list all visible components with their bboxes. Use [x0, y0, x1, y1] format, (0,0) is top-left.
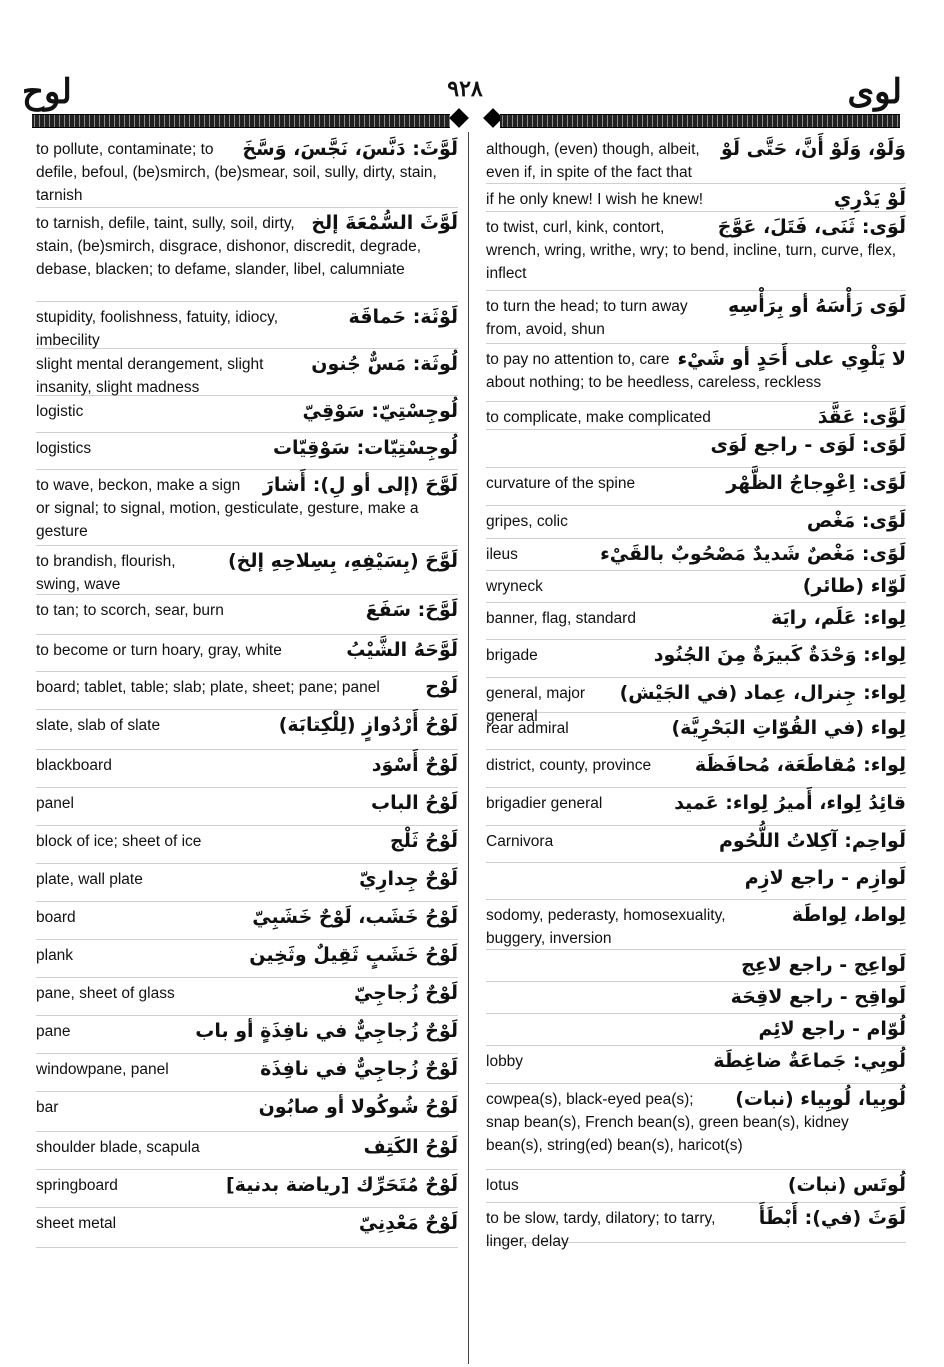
dictionary-entry — [486, 468, 906, 506]
dictionary-entry — [36, 788, 458, 826]
arabic-headword: لَوْحٌ جِدارِيّ — [359, 868, 458, 890]
arabic-headword: لَوَّثَ: دَنَّسَ، نَجَّسَ، وَسَّخَ — [242, 138, 458, 160]
dictionary-entry — [486, 863, 906, 900]
english-definition: block of ice; sheet of ice — [36, 833, 202, 850]
arabic-headword: لَوّاء (طائر) — [802, 575, 906, 597]
english-definition: slate, slab of slate — [36, 717, 161, 734]
arabic-headword: قائِدُ لِواء، أَميرُ لِواء: عَميد — [674, 792, 906, 814]
arabic-headword: لَوْحُ شُوكُولا أو صابُون — [258, 1096, 458, 1118]
arabic-headword: وَلَوْ، وَلَوْ أَنَّ، حَتَّى لَوْ — [720, 138, 906, 160]
dictionary-entry — [36, 470, 458, 546]
dictionary-entry — [486, 1084, 906, 1170]
english-definition: logistic — [36, 403, 84, 420]
arabic-headword: لَوَثَ (في): أَبْطَأَ — [758, 1207, 906, 1229]
dictionary-entry — [486, 788, 906, 826]
english-definition: to become or turn hoary, gray, white — [36, 642, 282, 659]
arabic-headword: لُوّام - راجع لائِم — [758, 1018, 906, 1040]
english-definition: lobby — [486, 1053, 524, 1070]
arabic-headword: لِواء: مُقاطَعَة، مُحافَظَة — [694, 754, 906, 776]
english-definition: pane, sheet of glass — [36, 985, 175, 1002]
english-definition: to wave, beckon, make a sign or signal; to signal, motion, gesticulate, gesture, make a gesture — [36, 477, 419, 540]
english-definition: to be slow, tardy, dilatory; to tarry, linger, delay — [486, 1210, 716, 1250]
arabic-headword: لَوازِم - راجع لازِم — [744, 867, 906, 889]
dictionary-entry — [36, 349, 458, 396]
dictionary-entry — [36, 864, 458, 902]
english-definition: sheet metal — [36, 1215, 117, 1232]
dictionary-entry — [36, 672, 458, 710]
dictionary-entry — [486, 134, 906, 184]
dictionary-entry — [486, 1014, 906, 1046]
english-definition: board — [36, 909, 76, 926]
arabic-headword: لُوبِي: جَماعَةٌ ضاغِطَة — [713, 1050, 906, 1072]
english-definition: banner, flag, standard — [486, 610, 636, 627]
arabic-headword: لِواط، لِواطَة — [791, 904, 906, 926]
arabic-headword: لَوْحٌ مَعْدِنِيّ — [358, 1212, 458, 1234]
dictionary-entry — [36, 595, 458, 635]
dictionary-entry — [486, 539, 906, 571]
dictionary-entry — [486, 1203, 906, 1250]
dictionary-entry — [36, 134, 458, 208]
arabic-headword: لَوَّحَ (إلى أو لِ): أَشارَ — [262, 474, 458, 496]
dictionary-entry — [36, 1016, 458, 1054]
arabic-headword: لَوْحٌ أَسْوَد — [371, 754, 458, 776]
english-definition: sodomy, pederasty, homosexuality, buggery, inversion — [486, 907, 726, 947]
arabic-headword: لَوْحُ ثَلْج — [390, 830, 458, 852]
english-definition: to tan; to scorch, sear, burn — [36, 602, 224, 619]
english-definition: board; tablet, table; slab; plate, sheet; pane; panel — [36, 679, 380, 696]
arabic-headword: لَوَّحَ (بِسَيْفِهِ، بِسِلاحِهِ إلخ) — [227, 550, 458, 572]
left-headword: لوح — [22, 72, 72, 112]
dictionary-entry — [36, 750, 458, 788]
arabic-headword: لُوتَس (نبات) — [787, 1174, 906, 1196]
arabic-headword: لُوبِيا، لُوبِياء (نبات) — [735, 1088, 906, 1110]
dictionary-entry — [36, 1132, 458, 1170]
english-definition: slight mental derangement, slight insanity, slight madness — [36, 356, 264, 396]
dictionary-entry — [486, 603, 906, 640]
english-definition: to pollute, contaminate; to defile, befoul, (be)smirch, (be)smear, soil, sully, dirty, stain, tarnish — [36, 141, 437, 204]
dictionary-entry — [486, 750, 906, 788]
arabic-headword: لِواء (في القُوّاتِ البَحْرِيَّة) — [671, 717, 906, 739]
arabic-headword: لَوَّحَهُ الشَّيْبُ — [346, 639, 458, 661]
english-definition: plank — [36, 947, 74, 964]
dictionary-entry — [486, 184, 906, 212]
arabic-headword: لَوْحُ خَشَب، لَوْحٌ خَشَبِيّ — [252, 906, 458, 928]
header-rule-left — [32, 114, 450, 128]
dictionary-entry — [36, 1208, 458, 1248]
dictionary-entry — [486, 678, 906, 725]
english-definition: gripes, colic — [486, 513, 568, 530]
english-definition: wryneck — [486, 578, 543, 595]
arabic-headword: لَوَى: ثَنَى، فَتَلَ، عَوَّجَ — [717, 216, 906, 238]
english-definition: Carnivora — [486, 833, 554, 850]
english-definition: cowpea(s), black-eyed pea(s); snap bean(s), French bean(s), green bean(s), kidney bean(s), string(ed) bean(s), haricot(s) — [486, 1091, 849, 1154]
arabic-headword: لَوْحٌ زُجاجِيٌّ في نافِذَةٍ أو باب — [195, 1020, 458, 1042]
dictionary-entry — [486, 212, 906, 291]
dictionary-entry — [36, 1092, 458, 1132]
right-column — [486, 134, 906, 1250]
english-definition: to pay no attention to, care about nothing; to be heedless, careless, reckless — [486, 351, 822, 391]
arabic-headword: لَوًى: اِعْوِجاجُ الظَّهْر — [726, 472, 906, 494]
arabic-headword: لا يَلْوِي على أَحَدٍ أو شَيْء — [677, 348, 906, 370]
right-headword: لوى — [847, 72, 902, 112]
english-definition: rear admiral — [486, 720, 569, 737]
arabic-headword: لَوَّى: عَقَّدَ — [817, 406, 906, 428]
arabic-headword: لَوَّثَ السُّمْعَةَ إلخ — [311, 212, 458, 234]
arabic-headword: لِواء: وَحْدَةٌ كَبيرَةٌ مِنَ الجُنُود — [653, 644, 906, 666]
english-definition: logistics — [36, 440, 92, 457]
dictionary-entry — [36, 1170, 458, 1208]
english-definition: to complicate, make complicated — [486, 409, 711, 426]
dictionary-entry — [486, 571, 906, 603]
english-definition: plate, wall plate — [36, 871, 143, 888]
arabic-headword: لَوْحٌ زُجاجِيّ — [353, 982, 458, 1004]
english-definition: ileus — [486, 546, 518, 563]
dictionary-entry — [36, 546, 458, 595]
arabic-headword: لَواعِج - راجع لاعِج — [741, 954, 906, 976]
arabic-headword: لَوًى: مَغْصٌ شَديدٌ مَصْحُوبٌ بالقَيْء — [600, 543, 906, 565]
column-divider — [468, 132, 469, 1364]
english-definition: although, (even) though, albeit, even if, in spite of the fact that — [486, 141, 700, 181]
arabic-headword: لُوثَة: مَسٌّ جُنون — [311, 353, 458, 375]
arabic-headword: لَوْ يَدْرِي — [833, 188, 906, 210]
arabic-headword: لِواء: جِنرال، عِماد (في الجَيْش) — [619, 682, 906, 704]
english-definition: to brandish, flourish, swing, wave — [36, 553, 176, 593]
dictionary-entry — [486, 713, 906, 750]
english-definition: curvature of the spine — [486, 475, 636, 492]
english-definition: general, major general — [486, 685, 586, 725]
dictionary-entry — [486, 982, 906, 1014]
dictionary-entry — [486, 640, 906, 678]
dictionary-entry — [36, 1054, 458, 1092]
dictionary-entry — [36, 208, 458, 302]
dictionary-entry — [486, 402, 906, 430]
arabic-headword: لَوًى: مَغْص — [806, 510, 906, 532]
arabic-headword: لُوجِسْتِيّ: سَوْقِيّ — [302, 400, 458, 422]
arabic-headword: لَوْحُ خَشَبٍ ثَقِيلٌ وثَخِين — [249, 944, 458, 966]
arabic-headword: لَوْحُ الباب — [371, 792, 458, 814]
english-definition: blackboard — [36, 757, 112, 774]
english-definition: pane — [36, 1023, 71, 1040]
header-rule-right — [500, 114, 900, 128]
english-definition: to tarnish, defile, taint, sully, soil, dirty, stain, (be)smirch, disgrace, dishonor, discredit, degrade, debase, blacken; to defame, slander, libel, calumniate — [36, 215, 422, 278]
english-definition: to twist, curl, kink, contort, wrench, wring, writhe, wry; to bend, incline, turn, curve, flex, inflect — [486, 219, 897, 282]
dictionary-entry — [36, 940, 458, 978]
arabic-headword: لَوْحُ أَرْدُوازٍ (لِلْكِتابَة) — [278, 714, 458, 736]
dictionary-entry — [486, 344, 906, 402]
left-column — [36, 134, 458, 1248]
dictionary-entry — [36, 902, 458, 940]
arabic-headword: لَوْحٌ زُجاجِيٌّ في نافِذَة — [260, 1058, 458, 1080]
english-definition: brigade — [486, 647, 538, 664]
header-ornament-left — [449, 108, 469, 128]
english-definition: if he only knew! I wish he knew! — [486, 191, 704, 208]
arabic-headword: لَوًى: لَوَى - راجع لَوَى — [710, 434, 906, 456]
dictionary-entry — [486, 826, 906, 863]
dictionary-entry — [486, 506, 906, 539]
dictionary-entry — [36, 826, 458, 864]
dictionary-entry — [36, 978, 458, 1016]
arabic-headword: لَواحِم: آكِلاتُ اللُّحُوم — [719, 830, 906, 852]
dictionary-entry — [486, 950, 906, 982]
dictionary-entry — [36, 302, 458, 349]
english-definition: lotus — [486, 1177, 519, 1194]
english-definition: springboard — [36, 1177, 118, 1194]
arabic-headword: لَوْح — [425, 676, 458, 698]
english-definition: shoulder blade, scapula — [36, 1139, 200, 1156]
arabic-headword: لَوَّحَ: سَفَعَ — [365, 599, 458, 621]
dictionary-entry — [486, 291, 906, 344]
dictionary-entry — [486, 430, 906, 468]
dictionary-entry — [36, 710, 458, 750]
dictionary-entry — [36, 635, 458, 672]
dictionary-entry — [486, 900, 906, 950]
page-number: ٩٢٨ — [447, 76, 483, 102]
arabic-headword: لِواء: عَلَم، رايَة — [770, 607, 906, 629]
arabic-headword: لَوَى رَأْسَهُ أو بِرَأْسِهِ — [728, 295, 906, 317]
arabic-headword: لَواقِح - راجع لاقِحَة — [730, 986, 906, 1008]
dictionary-entry — [36, 396, 458, 433]
english-definition: stupidity, foolishness, fatuity, idiocy, imbecility — [36, 309, 279, 349]
english-definition: district, county, province — [486, 757, 652, 774]
arabic-headword: لَوْحٌ مُتَحَرِّك [رياضة بدنية] — [225, 1174, 458, 1196]
english-definition: to turn the head; to turn away from, avoid, shun — [486, 298, 688, 338]
dictionary-entry — [36, 433, 458, 470]
arabic-headword: لَوْحُ الكَتِف — [363, 1136, 458, 1158]
english-definition: brigadier general — [486, 795, 603, 812]
arabic-headword: لُوجِسْتِيّات: سَوْقِيّات — [272, 437, 458, 459]
dictionary-entry — [486, 1170, 906, 1203]
english-definition: bar — [36, 1099, 59, 1116]
arabic-headword: لَوْثَة: حَماقَة — [348, 306, 458, 328]
dictionary-entry — [486, 1046, 906, 1084]
english-definition: panel — [36, 795, 74, 812]
english-definition: windowpane, panel — [36, 1061, 169, 1078]
